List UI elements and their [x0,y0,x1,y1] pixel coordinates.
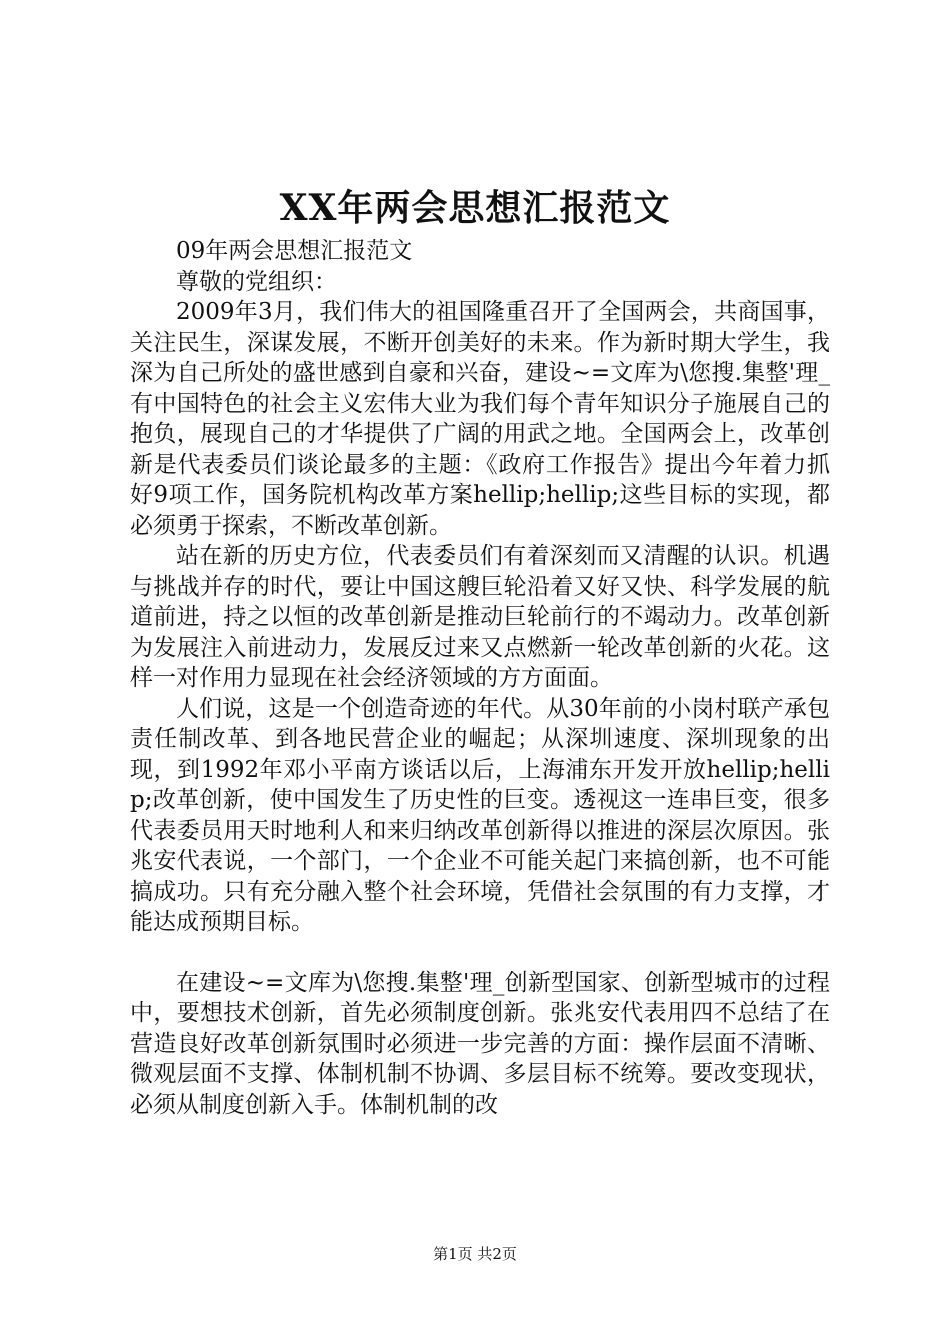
paragraph-body: 2009年3月，我们伟大的祖国隆重召开了全国两会，共商国事，关注民生，深谋发展，不断开创美好的未来。作为新时期大学生，我深为自己所处的盛世感到自豪和兴奋，建设~=文库为\您搜.集整'理_有中国特色的社会主义宏伟大业为我们每个青年知识分子施展自己的抱负，展现自己的才华提供了广阔的用武之地。全国两会上，改革创新是代表委员们谈论最多的主题：《政府工作报告》提出今年着力抓好9项工作，国务院机构改革方案hellip;hellip;这些目标的实现，都必须勇于探索，不断改革创新。 [130,299,830,539]
paragraph-subtitle: 09年两会思想汇报范文 [176,238,413,264]
document-body [130,236,830,1120]
paragraph-body: 人们说，这是一个创造奇迹的年代。从30年前的小岗村联产承包责任制改革、到各地民营企业的崛起；从深圳速度、深圳现象的出现，到1992年邓小平南方谈话以后，上海浦东开发开放hellip;hellip;改革创新，使中国发生了历史性的巨变。透视这一连串巨变，很多代表委员用天时地利人和来归纳改革创新得以推进的深层次原因。张兆安代表说，一个部门，一个企业不可能关起门来搞创新，也不可能搞成功。只有充分融入整个社会环境，凭借社会氛围的有力支撑，才能达成预期目标。 [130,695,830,935]
document-title: XX年两会思想汇报范文 [279,187,671,229]
page-footer: 第1页 共2页 [433,1245,517,1263]
paragraph-body: 在建设~=文库为\您搜.集整'理_创新型国家、创新型城市的过程中，要想技术创新，首先必须制度创新。张兆安代表用四不总结了在营造良好改革创新氛围时必须进一步完善的方面：操作层面不清晰、微观层面不支撑、体制机制不协调、多层目标不统筹。要改变现状，必须从制度创新入手。体制机制的改 [130,969,830,1118]
paragraph-salutation: 尊敬的党组织： [176,268,337,295]
paragraph-body: 站在新的历史方位，代表委员们有着深刻而又清醒的认识。机遇与挑战并存的时代，要让中国这艘巨轮沿着又好又快、科学发展的航道前进，持之以恒的改革创新是推动巨轮前行的不竭动力。改革创新为发展注入前进动力，发展反过来又点燃新一轮改革创新的火花。这样一对作用力显现在社会经济领域的方方面面。 [130,543,830,691]
